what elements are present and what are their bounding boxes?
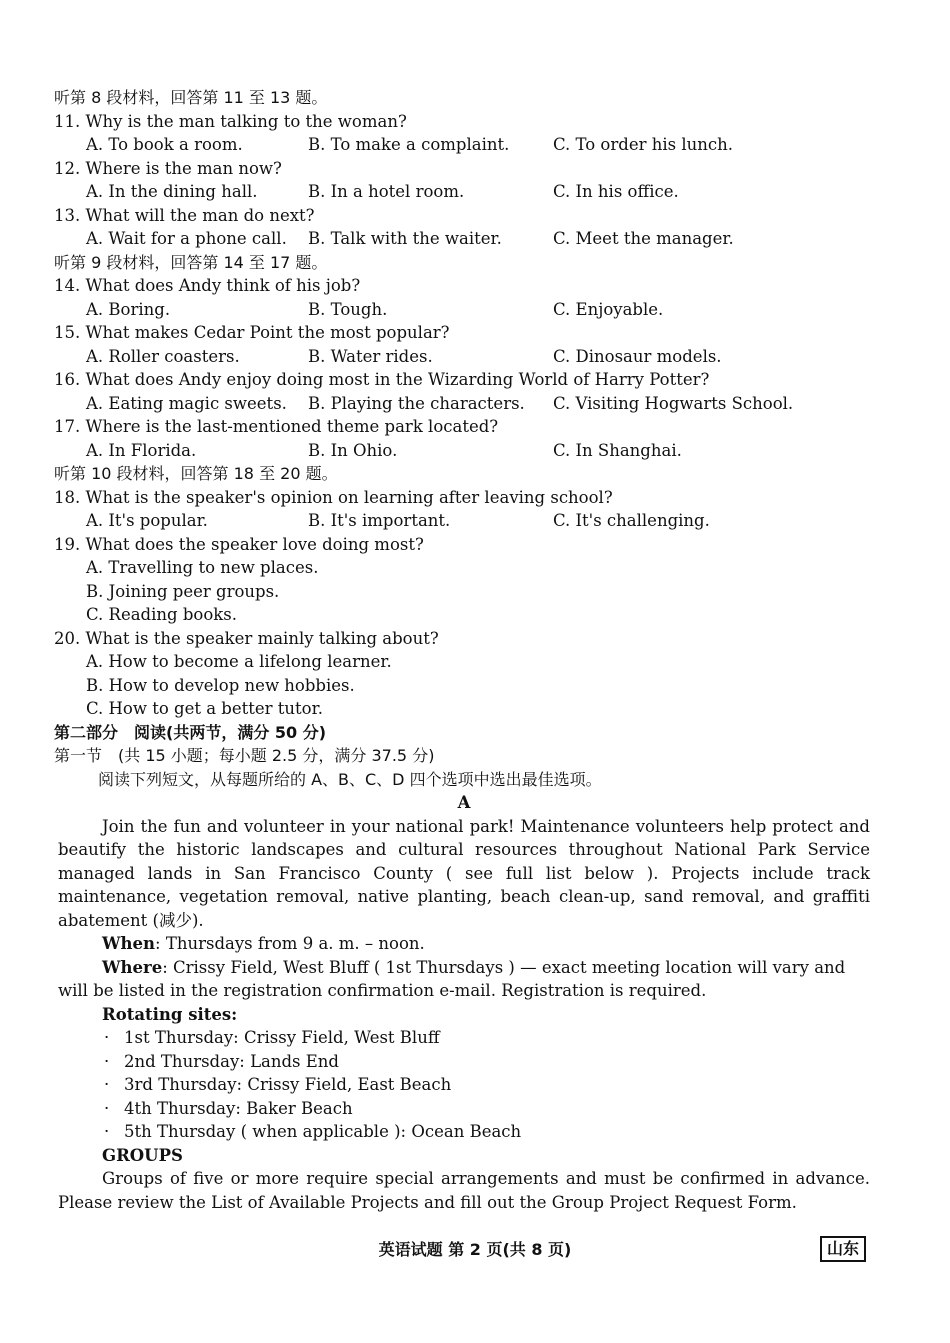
site-item-4 [54, 1097, 874, 1121]
option-11-b: B. To make a complaint. [308, 135, 510, 154]
option-20-c: C. How to get a better tutor. [86, 699, 323, 718]
question-13: 13. What will the man do next? [54, 205, 315, 225]
option-11-a: A. To book a room. [86, 135, 243, 154]
option-15-c: C. Dinosaur models. [553, 346, 722, 366]
section-header-10: 听第 10 段材料，回答第 18 至 20 题。 [54, 464, 338, 483]
page-content [54, 86, 874, 1214]
option-18-b: B. It's important. [308, 511, 451, 530]
options-14 [54, 298, 874, 322]
site-text-3: 3rd Thursday: Crissy Field, East Beach [124, 1075, 452, 1094]
question-14: 14. What does Andy think of his job? [54, 276, 361, 295]
section-header-9: 听第 9 段材料，回答第 14 至 17 题。 [54, 252, 328, 272]
options-11 [54, 133, 874, 157]
question-16: 16. What does Andy enjoy doing most in the Wizarding World of Harry Potter? [54, 370, 710, 389]
options-18 [54, 509, 874, 533]
site-item-3 [54, 1073, 874, 1097]
bullet-icon: · [104, 1122, 110, 1141]
options-12 [54, 180, 874, 204]
site-item-1 [54, 1026, 874, 1050]
question-15: 15. What makes Cedar Point the most popular? [54, 323, 450, 342]
question-20: 20. What is the speaker mainly talking about? [54, 628, 439, 648]
site-text-1: 1st Thursday: Crissy Field, West Bluff [124, 1028, 440, 1047]
option-14-c: C. Enjoyable. [553, 299, 664, 319]
option-18-a: A. It's popular. [86, 511, 208, 530]
option-12-c: C. In his office. [553, 182, 679, 201]
passage-label: A [457, 793, 471, 812]
option-13-b: B. Talk with the waiter. [308, 229, 502, 248]
options-13 [54, 227, 874, 251]
bullet-icon: · [104, 1098, 110, 1118]
page-footer-title: 英语试题 第 2 页(共 8 页) [378, 1240, 572, 1259]
option-15-a: A. Roller coasters. [86, 346, 240, 366]
option-17-a: A. In Florida. [86, 440, 197, 460]
option-13-a: A. Wait for a phone call. [86, 229, 287, 248]
groups-label: GROUPS [102, 1145, 183, 1165]
site-text-4: 4th Thursday: Baker Beach [124, 1098, 353, 1118]
section-one-title: 第一节 (共 15 小题；每小题 2.5 分，满分 37.5 分) [54, 746, 435, 765]
question-11: 11. Why is the man talking to the woman? [54, 111, 407, 131]
option-20-b: B. How to develop new hobbies. [86, 675, 355, 695]
when-text: : Thursdays from 9 a. m. – noon. [155, 934, 425, 953]
option-19-c: C. Reading books. [86, 605, 237, 624]
section-header-8: 听第 8 段材料，回答第 11 至 13 题。 [54, 88, 328, 107]
option-16-a: A. Eating magic sweets. [86, 393, 287, 413]
where-label: Where [102, 957, 163, 977]
reading-instructions: 阅读下列短文，从每题所给的 A、B、C、D 四个选项中选出最佳选项。 [98, 769, 602, 789]
options-15 [54, 345, 874, 369]
option-16-b: B. Playing the characters. [308, 393, 525, 413]
option-17-b: B. In Ohio. [308, 440, 398, 460]
site-item-5 [54, 1120, 874, 1144]
option-13-c: C. Meet the manager. [553, 229, 734, 248]
where-line [54, 956, 874, 980]
option-17-c: C. In Shanghai. [553, 440, 682, 460]
question-17: 17. Where is the last-mentioned theme park located? [54, 417, 499, 436]
option-19-a: A. Travelling to new places. [86, 558, 319, 577]
option-14-a: A. Boring. [86, 299, 171, 319]
when-label: When [102, 934, 156, 953]
passage-intro: Join the fun and volunteer in your national park! Maintenance volunteers help protect and beautify the historic landscapes and cultural resources throughout National Park Service managed lands in San Francisco County ( see full list below ). Projects include track maintenance, vegetation removal, native planting, beach clean-up, sand removal, and graffiti abatement (减少). [58, 816, 870, 930]
rotating-sites-label: Rotating sites: [102, 1004, 238, 1024]
bullet-icon: · [104, 1028, 110, 1047]
site-text-2: 2nd Thursday: Lands End [124, 1051, 339, 1071]
option-12-a: A. In the dining hall. [86, 182, 258, 201]
option-11-c: C. To order his lunch. [553, 135, 733, 154]
option-14-b: B. Tough. [308, 299, 388, 319]
option-16-c: C. Visiting Hogwarts School. [553, 393, 794, 413]
region-badge: 山东 [820, 1236, 866, 1262]
question-18: 18. What is the speaker's opinion on learning after leaving school? [54, 487, 613, 507]
option-20-a: A. How to become a lifelong learner. [86, 652, 392, 671]
part-two-title: 第二部分 阅读(共两节，满分 50 分) [54, 722, 327, 742]
option-19-b: B. Joining peer groups. [86, 581, 280, 601]
options-16 [54, 392, 874, 416]
bullet-icon: · [104, 1075, 110, 1094]
where-text: : Crissy Field, West Bluff ( 1st Thursdays ) — exact meeting location will vary and [162, 957, 846, 977]
groups-text: Groups of five or more require special arrangements and must be confirmed in advance. Please review the List of Available Projects and fill out the Group Project Request Form. [58, 1169, 870, 1212]
option-12-b: B. In a hotel room. [308, 182, 465, 201]
bullet-icon: · [104, 1051, 110, 1071]
option-15-b: B. Water rides. [308, 346, 433, 366]
when-line [54, 932, 874, 956]
where-text-continued: will be listed in the registration confirmation e-mail. Registration is required. [58, 981, 707, 1000]
options-17 [54, 439, 874, 463]
site-text-5: 5th Thursday ( when applicable ): Ocean Beach [124, 1122, 522, 1141]
option-18-c: C. It's challenging. [553, 511, 710, 530]
site-item-2 [54, 1050, 874, 1074]
question-19: 19. What does the speaker love doing most? [54, 534, 424, 554]
question-12: 12. Where is the man now? [54, 158, 282, 178]
